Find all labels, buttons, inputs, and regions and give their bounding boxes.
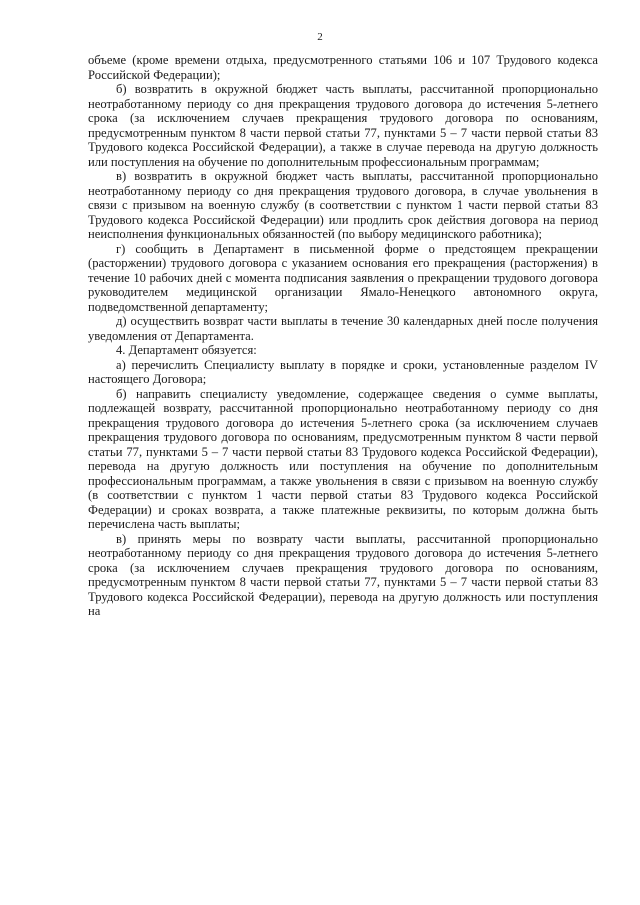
paragraph-item-g-notify: г) сообщить в Департамент в письменной форме о предстоящем прекращении (расторжении) трудового договора с указанием основания его прекращения (расторжения) в течение 10 рабочих дней с момента подписания заявления о прекращении трудового договора руководителем медицинской организации Ямало-Ненецкого автономного округа, подведомственной департаменту; (88, 241, 598, 314)
paragraph-item-v-measures: в) принять меры по возврату части выплаты, рассчитанной пропорционально неотработанному периоду со дня прекращения трудового договора до истечения 5-летнего срока (за исключением случаев прекращения трудового договора по основаниям, предусмотренным пунктом 8 части первой статьи 77, пунктами 5 – 7 части первой статьи 83 Трудового кодекса Российской Федерации), перевода на другую должность или поступления на (88, 531, 598, 618)
paragraph-section-4-heading: 4. Департамент обязуется: (116, 343, 257, 357)
paragraph-item-a-transfer: а) перечислить Специалисту выплату в порядке и сроки, установленные разделом IV настоящего Договора; (88, 357, 598, 386)
paragraph-item-v-return: в) возвратить в окружной бюджет часть выплаты, рассчитанной пропорционально неотработанному периоду со дня прекращения трудового договора, в случае увольнения в связи с призывом на военную службу (в соответствии с пунктом 1 части первой статьи 83 Трудового кодекса Российской Федерации) или продлить срок действия договора на период неисполнения функциональных обязанностей (по выбору медицинского работника); (88, 169, 598, 241)
paragraph-item-b-return: б) возвратить в окружной бюджет часть выплаты, рассчитанной пропорционально неотработанному периоду со дня прекращения трудового договора до истечения 5-летнего срока (за исключением случаев прекращения трудового договора по основаниям, предусмотренным пунктом 8 части первой статьи 77, пунктами 5 – 7 части первой статьи 83 Трудового кодекса Российской Федерации), а также в случае перевода на другую должность или поступления на обучение по дополнительным профессиональным программам; (88, 82, 598, 169)
paragraph-item-b-notice: б) направить специалисту уведомление, содержащее сведения о сумме выплаты, подлежащей возврату, рассчитанной пропорционально неотработанному периоду со дня прекращения трудового договора до истечения 5-летнего срока (за исключением случаев прекращения трудового договора по основаниям, предусмотренным пунктом 8 части первой статьи 77, пунктами 5 – 7 части первой статьи 83 Трудового кодекса Российской Федерации), перевода на другую должность или поступления на обучение по дополнительным профессиональным программам, а также увольнения в связи с призывом на военную службу (в соответствии с пунктом 1 части первой статьи 83 Трудового кодекса Российской Федерации) и сроках возврата, а также платежные реквизиты, по которым должна быть перечислена часть выплаты; (88, 386, 598, 531)
document-body (88, 53, 598, 619)
paragraph-item-d-refund: д) осуществить возврат части выплаты в течение 30 календарных дней после получения уведомления от Департамента. (88, 314, 598, 343)
paragraph-continuation: объеме (кроме времени отдыха, предусмотренного статьями 106 и 107 Трудового кодекса Российской Федерации); (88, 53, 598, 82)
page-number: 2 (317, 31, 323, 43)
